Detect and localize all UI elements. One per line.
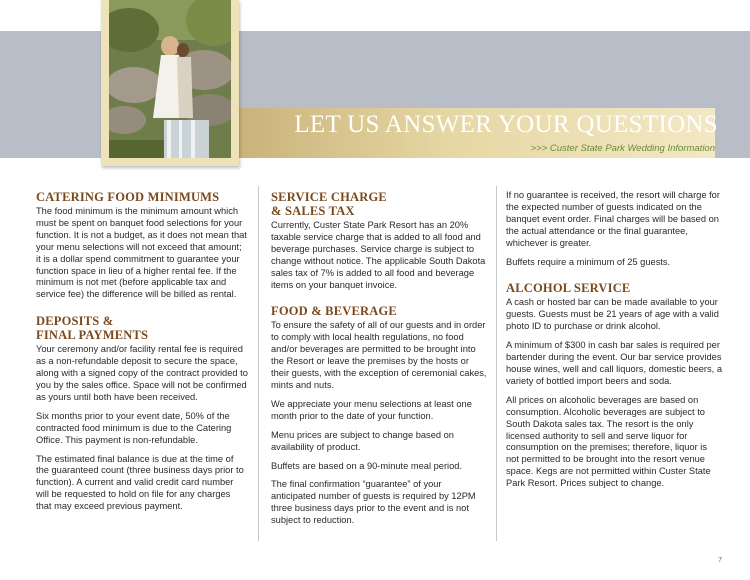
column-divider: [496, 186, 497, 541]
food-text-3: Menu prices are subject to change based on availability of product.: [271, 429, 454, 452]
column-divider: [258, 186, 259, 541]
column-middle: [271, 190, 489, 534]
deposits-text-2: Six months prior to your event date, 50% of the contracted food minimum is due to the Catering Office. This payment is non-refundable.: [36, 410, 232, 445]
page-title: LET US ANSWER YOUR QUESTIONS: [294, 111, 718, 138]
service-heading: [271, 190, 489, 218]
food-text-1: To ensure the safety of all of our guests and in order to comply with local health regulations, no food and/or beverages are permitted to be brought into the Resort or leave the premises by the hosts or their guests, with the exception of ceremonial cakes, mints and nuts.: [271, 320, 487, 390]
guarantee-text-2: Buffets require a minimum of 25 guests.: [506, 256, 671, 267]
page-number: 7: [718, 557, 722, 564]
service-heading-line1: SERVICE CHARGE: [271, 190, 387, 204]
deposits-heading: [36, 314, 248, 342]
column-left: [36, 190, 248, 520]
alcohol-heading: ALCOHOL SERVICE: [506, 281, 631, 296]
deposits-heading-line1: DEPOSITS &: [36, 314, 114, 329]
food-heading: FOOD & BEVERAGE: [271, 304, 397, 319]
catering-heading: CATERING FOOD MINIMUMS: [36, 190, 220, 204]
deposits-text-3: The estimated final balance is due at the time of the guaranteed count (three business days prior to function). A current and valid credit card number will be requested to hold on file for any charges that may exceed previous payment.: [36, 453, 244, 512]
alcohol-text-1: A cash or hosted bar can be made available to your guests. Guests must be 21 years of age with a valid photo ID to purchase or drink alcohol.: [506, 297, 719, 332]
guarantee-text-1: If no guarantee is received, the resort will charge for the expected number of guests indicated on the banquet event order. Final charges will be based on the actual attendance or the final guarantee, whichever is greater.: [506, 190, 720, 248]
service-heading-line2: & SALES TAX: [271, 204, 355, 218]
food-text-4: Buffets are based on a 90-minute meal period.: [271, 460, 463, 471]
food-text-5: The final confirmation “guarantee” of your anticipated number of guests is required by 12PM three business days prior to the event and is not subject to reduction.: [271, 479, 476, 526]
deposits-text-1: Your ceremony and/or facility rental fee is required as a non-refundable deposit to secure the space, along with a signed copy of the contract provided to you by the sales office. Space will not be confirmed as yours until both have been received.: [36, 344, 248, 402]
alcohol-text-3: All prices on alcoholic beverages are based on consumption. Alcoholic beverages are subject to South Dakota sales tax. The resort is the only licensed authority to sell and serve liquor for consumption on the premises; therefore, liquor is not permitted to be brought into the resort venue space. Kegs are not permitted within Custer State Park Resort. Prices subject to change.: [506, 394, 711, 489]
column-right: [506, 190, 722, 497]
service-text: Currently, Custer State Park Resort has an 20% taxable service charge that is added to all food and beverage purchases. Service charge is subject to change without notice. The applicable South Dakota sales tax of 7% is added to all food and beverage items on your banquet invoice.: [271, 220, 486, 290]
page-subtitle: >>> Custer State Park Wedding Information: [530, 143, 715, 154]
wedding-photo: [101, 0, 239, 166]
catering-text: The food minimum is the minimum amount which must be spent on banquet food selections for your function. It is not a budget, as it does not mean that your menu selections will not exceed that amount; it is a dollar spend commitment to guarantee your function space in lieu of a higher rental fee. If the minimum is not met (before applicable tax and service fee) the difference will be billed as rental.: [36, 206, 247, 300]
food-text-2: We appreciate your menu selections at least one month prior to the date of your function.: [271, 398, 472, 421]
alcohol-text-2: A minimum of $300 in cash bar sales is required per bartender during the event. Our bar service provides house wines, well and call liquors, domestic beers, a variety of bottled import beers and soda.: [506, 340, 723, 386]
deposits-heading-line2: FINAL PAYMENTS: [36, 328, 149, 343]
wedding-photo-image: [109, 0, 231, 158]
